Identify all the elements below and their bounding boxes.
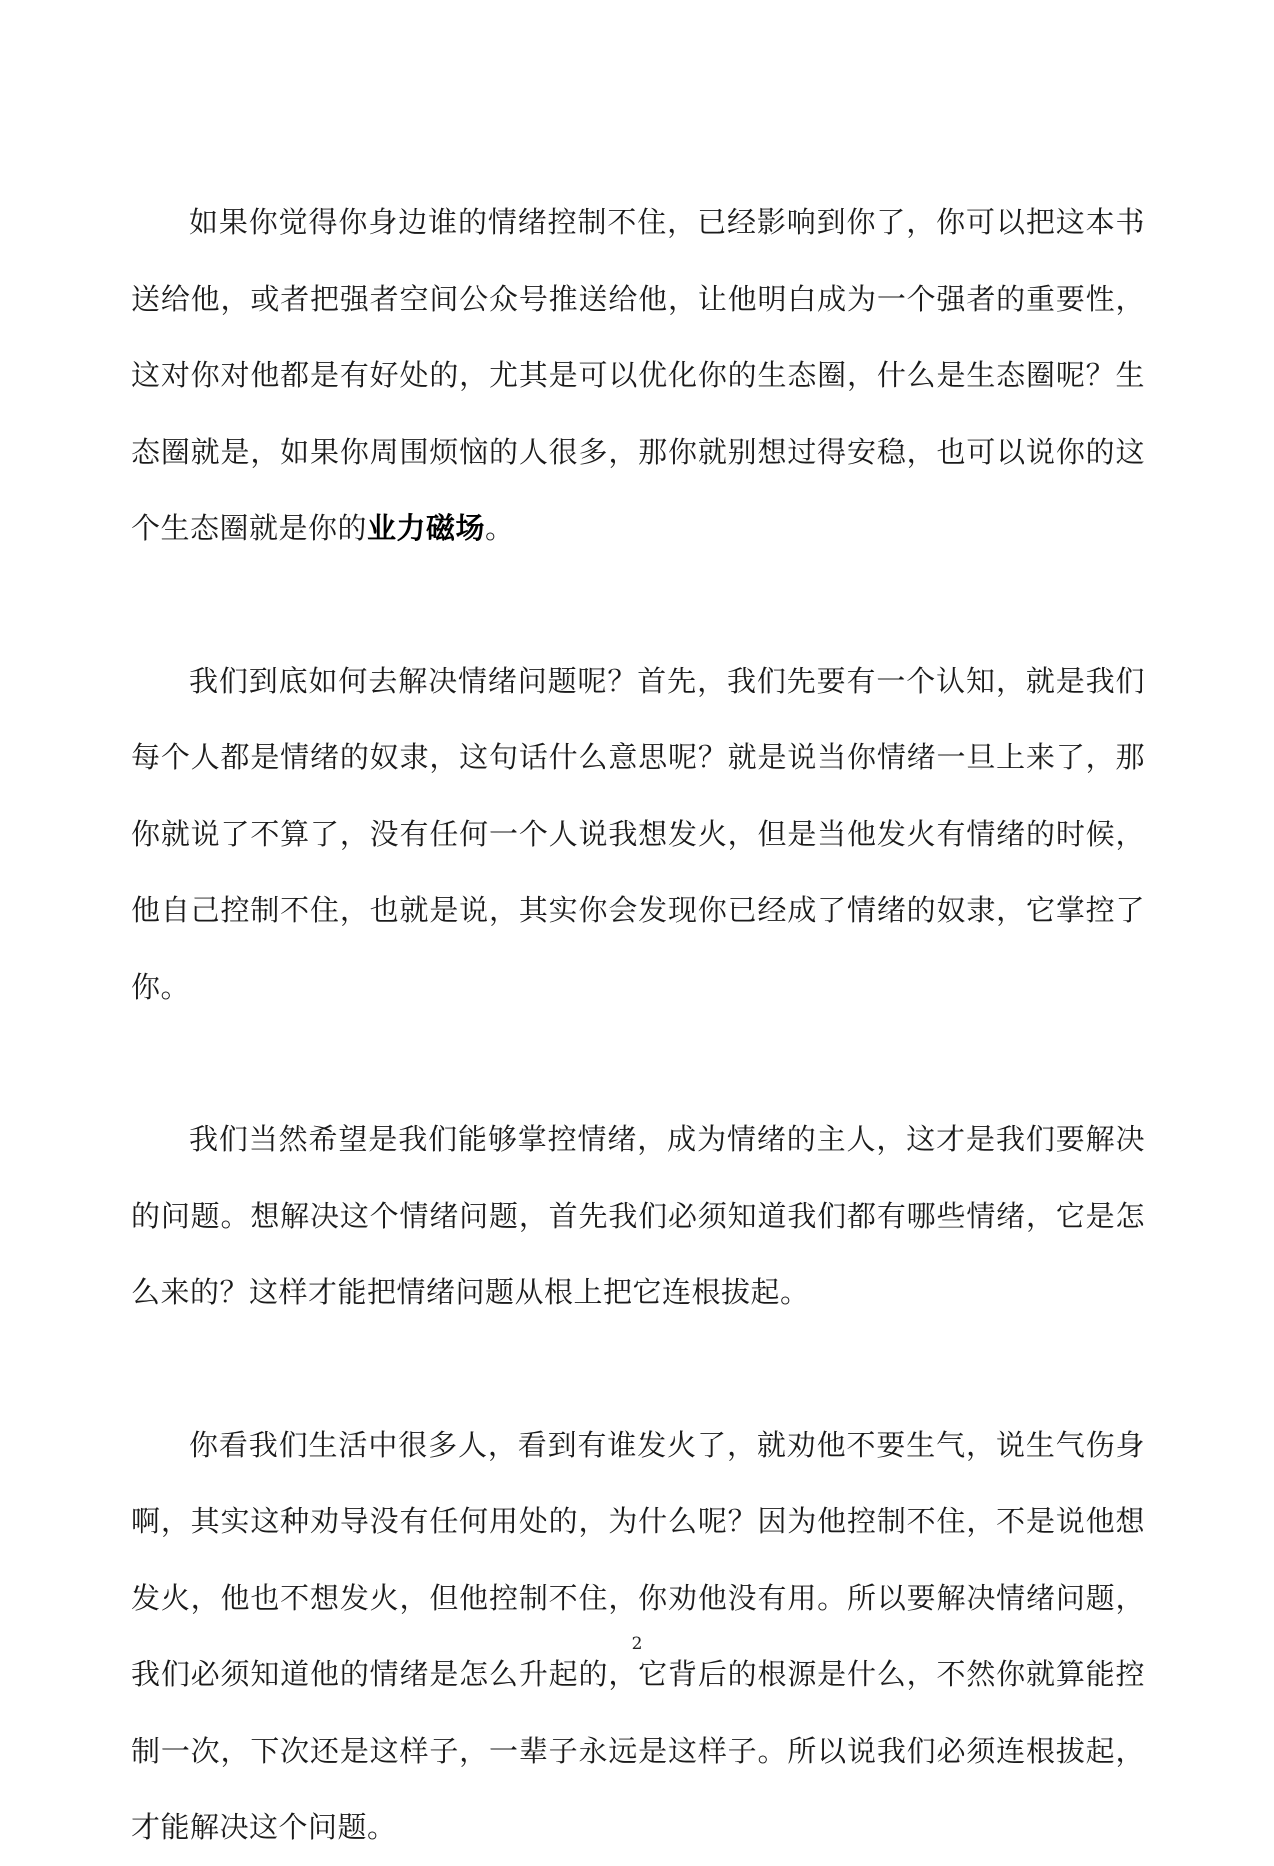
paragraph-1-text: 如果你觉得你身边谁的情绪控制不住，已经影响到你了，你可以把这本书送给他，或者把强者空间公众号推送给他，让他明白成为一个强者的重要性，这对你对他都是有好处的，尤其是可以优化你的生态圈，什么是生态圈呢？生态圈就是，如果你周围烦恼的人很多，那你就别想过得安稳，也可以说你的这个生态圈就是你的	[131, 205, 1145, 545]
paragraph-3: 我们当然希望是我们能够掌控情绪，成为情绪的主人，这才是我们要解决的问题。想解决这个情绪问题，首先我们必须知道我们都有哪些情绪，它是怎么来的？这样才能把情绪问题从根上把它连根拔起。	[131, 1122, 1145, 1309]
paragraph-1	[131, 184, 1145, 567]
bold-term: 业力磁场	[367, 511, 486, 545]
paragraph-2: 我们到底如何去解决情绪问题呢？首先，我们先要有一个认知，就是我们每个人都是情绪的奴隶，这句话什么意思呢？就是说当你情绪一旦上来了，那你就说了不算了，没有任何一个人说我想发火，但是当他发火有情绪的时候，他自己控制不住，也就是说，其实你会发现你已经成了情绪的奴隶，它掌控了你。	[131, 663, 1145, 1004]
paragraph-4: 你看我们生活中很多人，看到有谁发火了，就劝他不要生气，说生气伤身啊，其实这种劝导没有任何用处的，为什么呢？因为他控制不住，不是说他想发火，他也不想发火，但他控制不住，你劝他没有用。所以要解决情绪问题，我们必须知道他的情绪是怎么升起的，它背后的根源是什么，不然你就算能控制一次，下次还是这样子，一辈子永远是这样子。所以说我们必须连根拔起，才能解决这个问题。	[131, 1427, 1145, 1844]
paragraph-1-tail: 。	[485, 511, 515, 545]
page-number: 2	[631, 1634, 643, 1654]
document-body	[131, 184, 1145, 1866]
